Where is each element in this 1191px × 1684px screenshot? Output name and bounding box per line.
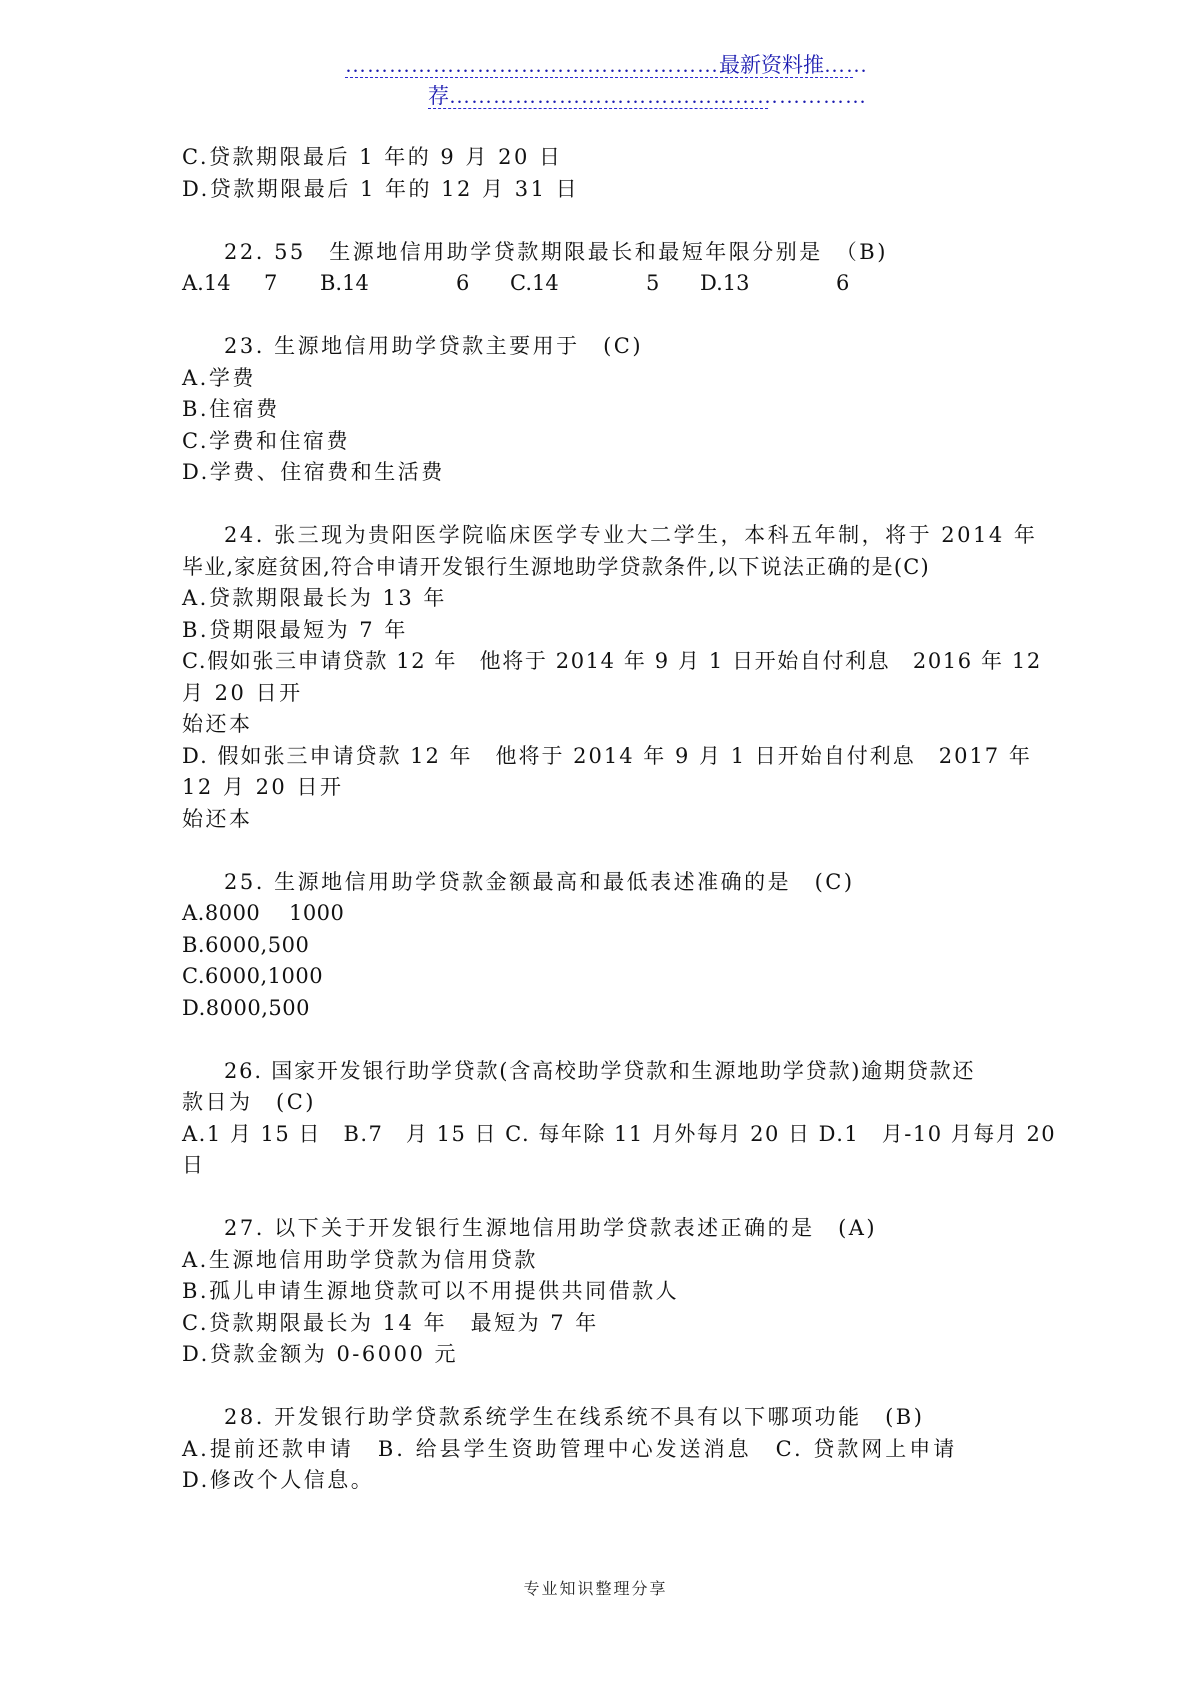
- question-stem-line-1: 26. 国家开发银行助学贷款(含高校助学贷款和生源地助学贷款)逾期贷款还: [224, 1058, 976, 1083]
- question-27: [182, 1213, 1022, 1371]
- option-a: A.学费: [182, 365, 256, 390]
- option-d: D.贷款期限最后 1 年的 12 月 31 日: [182, 176, 580, 201]
- option-d: D.贷款金额为 0-6000 元: [182, 1342, 459, 1366]
- option-d-line-2: 12 月 20 日开: [182, 775, 344, 799]
- question-stem: 23. 生源地信用助学贷款主要用于 (C): [224, 334, 644, 358]
- header-text-2: 荐: [428, 84, 449, 108]
- question-stem-line-2: 毕业,家庭贫困,符合申请开发银行生源地助学贷款条件,以下说法正确的是(C): [182, 554, 930, 579]
- question-26: [182, 1056, 1057, 1182]
- question-stem: 22. 55 生源地信用助学贷款期限最长和最短年限分别是 （B): [224, 239, 888, 264]
- question-stem: 25. 生源地信用助学贷款金额最高和最低表述准确的是 (C): [224, 869, 855, 894]
- header-line-1: [345, 49, 868, 79]
- option-c-line-3: 始还本: [182, 712, 253, 736]
- option-c-line-1: C.假如张三申请贷款 12 年 他将于 2014 年 9 月 1 日开始自付利息 2016 年 12: [182, 649, 1042, 673]
- option-d-line-1: D. 假如张三申请贷款 12 年 他将于 2014 年 9 月 1 日开始自付利息 2017 年: [182, 743, 1032, 768]
- option-c-label: C.14: [510, 271, 559, 295]
- options-line-2: D.修改个人信息。: [182, 1468, 375, 1492]
- options-line-1: A.提前还款申请 B. 给县学生资助管理中心发送消息 C. 贷款网上申请: [182, 1436, 958, 1461]
- options-line-1: A.1 月 15 日 B.7 月 15 日 C. 每年除 11 月外每月 20 日 D.1 月-10 月每月 20: [182, 1121, 1057, 1146]
- option-d-value: 6: [836, 271, 850, 295]
- option-a-label: A.14: [182, 271, 231, 295]
- option-b-label: B.14: [320, 271, 369, 295]
- option-a-value: 7: [264, 271, 278, 295]
- question-stem: 27. 以下关于开发银行生源地信用助学贷款表述正确的是 (A): [224, 1216, 878, 1240]
- header-dash-1: [345, 77, 853, 78]
- question-stem-line-1: 24. 张三现为贵阳医学院临床医学专业大二学生，本科五年制，将于 2014 年: [224, 523, 1038, 547]
- option-d: D.学费、住宿费和生活费: [182, 460, 445, 484]
- question-stem-line-2: 款日为 (C): [182, 1090, 316, 1114]
- page-footer: 专业知识整理分享: [523, 1579, 668, 1598]
- options-row: [182, 268, 1022, 300]
- option-b: B.贷期限最短为 7 年: [182, 617, 408, 642]
- option-d-label: D.13: [700, 271, 750, 295]
- option-b: B.住宿费: [182, 397, 280, 421]
- header-line-2: [428, 80, 867, 110]
- header-dots: ……………………………………………: [345, 53, 719, 77]
- header-dots-tail: ……: [824, 53, 868, 77]
- option-b: B.6000,500: [182, 932, 310, 957]
- option-d: D.8000,500: [182, 995, 310, 1020]
- header-dash-2: [428, 108, 768, 109]
- option-a: A.8000 1000: [182, 901, 345, 925]
- document-body: [182, 142, 1057, 1497]
- option-d-line-3: 始还本: [182, 806, 253, 831]
- question-21-tail: [182, 142, 1022, 205]
- question-28: [182, 1402, 1022, 1497]
- option-b-value: 6: [456, 271, 470, 295]
- option-b: B.孤儿申请生源地贷款可以不用提供共同借款人: [182, 1279, 680, 1303]
- option-a: A.生源地信用助学贷款为信用贷款: [182, 1247, 538, 1272]
- question-23: [182, 331, 1022, 489]
- question-25: [182, 867, 1022, 1025]
- question-24: [182, 520, 1042, 835]
- option-c: C.学费和住宿费: [182, 428, 350, 453]
- header-text: 最新资料推: [719, 53, 824, 77]
- question-22: [182, 237, 1022, 300]
- options-line-2: 日: [182, 1153, 206, 1177]
- option-c: C.6000,1000: [182, 964, 324, 988]
- question-stem: 28. 开发银行助学贷款系统学生在线系统不具有以下哪项功能 (B): [224, 1405, 925, 1429]
- option-a: A.贷款期限最长为 13 年: [182, 586, 447, 610]
- option-c: C.贷款期限最长为 14 年 最短为 7 年: [182, 1310, 599, 1335]
- option-c-line-2: 月 20 日开: [182, 680, 303, 705]
- option-c: C.贷款期限最后 1 年的 9 月 20 日: [182, 145, 563, 169]
- header-dots-2: …………………………………………………: [449, 84, 867, 108]
- option-c-value: 5: [646, 271, 660, 295]
